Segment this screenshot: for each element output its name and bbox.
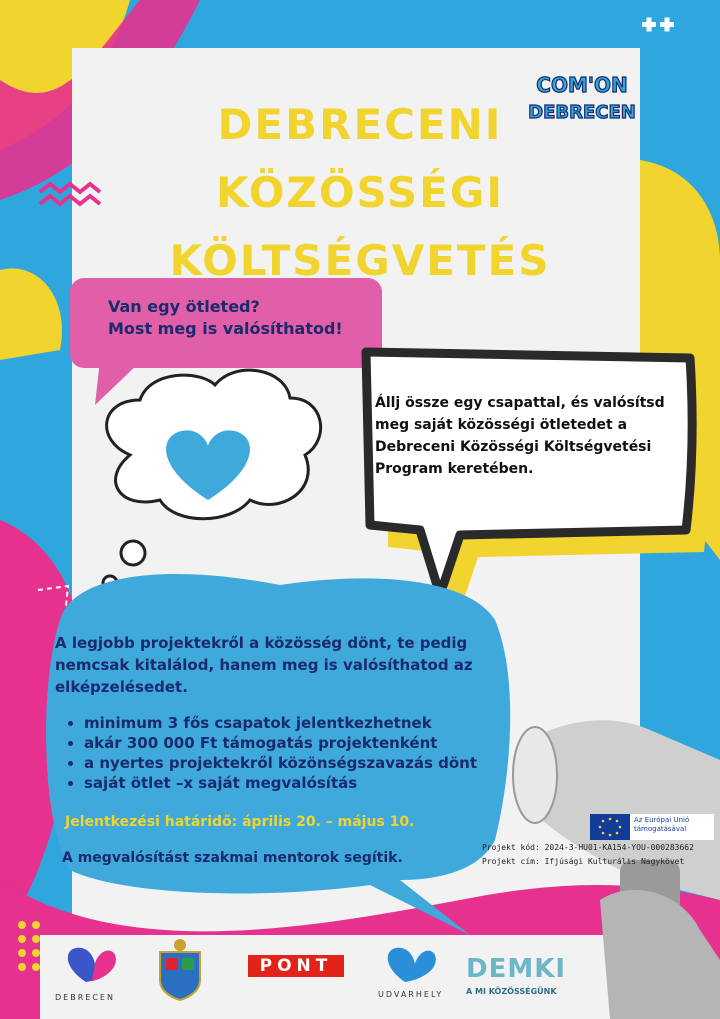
comon-logo-line2: DEBRECEN — [528, 102, 636, 123]
plus-icons — [642, 18, 674, 32]
blue-para-line-2: nemcsak kitalálod, hanem meg is valósíthatod az — [55, 656, 473, 674]
eu-funding-label — [634, 816, 714, 834]
list-item: • a nyertes projektekről közönségszavazás dönt — [84, 753, 477, 773]
blue-para-line-1: A legjobb projektekről a közösség dönt, te pedig — [55, 634, 468, 652]
pink-bubble-text — [108, 296, 368, 340]
debrecen-logo-text: DEBRECEN — [55, 993, 115, 1002]
pont-logo: PONT — [248, 955, 344, 977]
deadline-text: Jelentkezési határidő: április 20. – május 10. — [65, 814, 415, 830]
blue-bubble-paragraph — [55, 632, 495, 698]
demki-logo-subtitle: A MI KÖZÖSSÉGÜNK — [466, 987, 557, 996]
white-bubble-line-3: Debreceni Közösségi Költségvetési — [375, 439, 652, 455]
pink-bubble-line-1: Van egy ötleted? — [108, 297, 260, 316]
mentor-text: A megvalósítást szakmai mentorok segítik. — [62, 850, 403, 866]
title-line-3: KÖLTSÉGVETÉS — [169, 236, 551, 285]
project-title: Projekt cím: Ifjúsági Kulturális Nagykövet — [482, 857, 685, 866]
udvarhely-logo-text: UDVARHELY — [378, 990, 444, 999]
list-item: • akár 300 000 Ft támogatás projektenként — [84, 733, 477, 753]
title-line-2: KÖZÖSSÉGI — [216, 168, 504, 217]
eu-label-line-1: Az Európai Unió — [634, 816, 690, 824]
eu-label-line-2: támogatásával — [634, 825, 687, 833]
white-bubble-line-2: meg saját közösségi ötletedet a — [375, 417, 628, 433]
list-item: • saját ötlet –x saját megvalósítás — [84, 773, 477, 793]
blue-para-line-3: elképzelésedet. — [55, 678, 188, 696]
white-bubble-line-1: Állj össze egy csapattal, és valósítsd — [375, 395, 665, 411]
title-line-1: DEBRECENI — [217, 100, 503, 149]
list-item: • minimum 3 fős csapatok jelentkezhetnek — [84, 713, 477, 733]
yellow-blob-left — [0, 268, 62, 360]
project-code: Projekt kód: 2024-3-HU01-KA154-YOU-000283662 — [482, 843, 694, 852]
comon-logo-line1: COM'ON — [536, 73, 628, 97]
white-bubble-text — [375, 392, 685, 480]
benefit-list — [62, 713, 477, 793]
pink-bubble-line-2: Most meg is valósíthatod! — [108, 319, 343, 338]
white-bubble-line-4: Program keretében. — [375, 461, 534, 477]
demki-logo: DEMKI — [466, 954, 567, 984]
thought-dot-1 — [121, 541, 145, 565]
